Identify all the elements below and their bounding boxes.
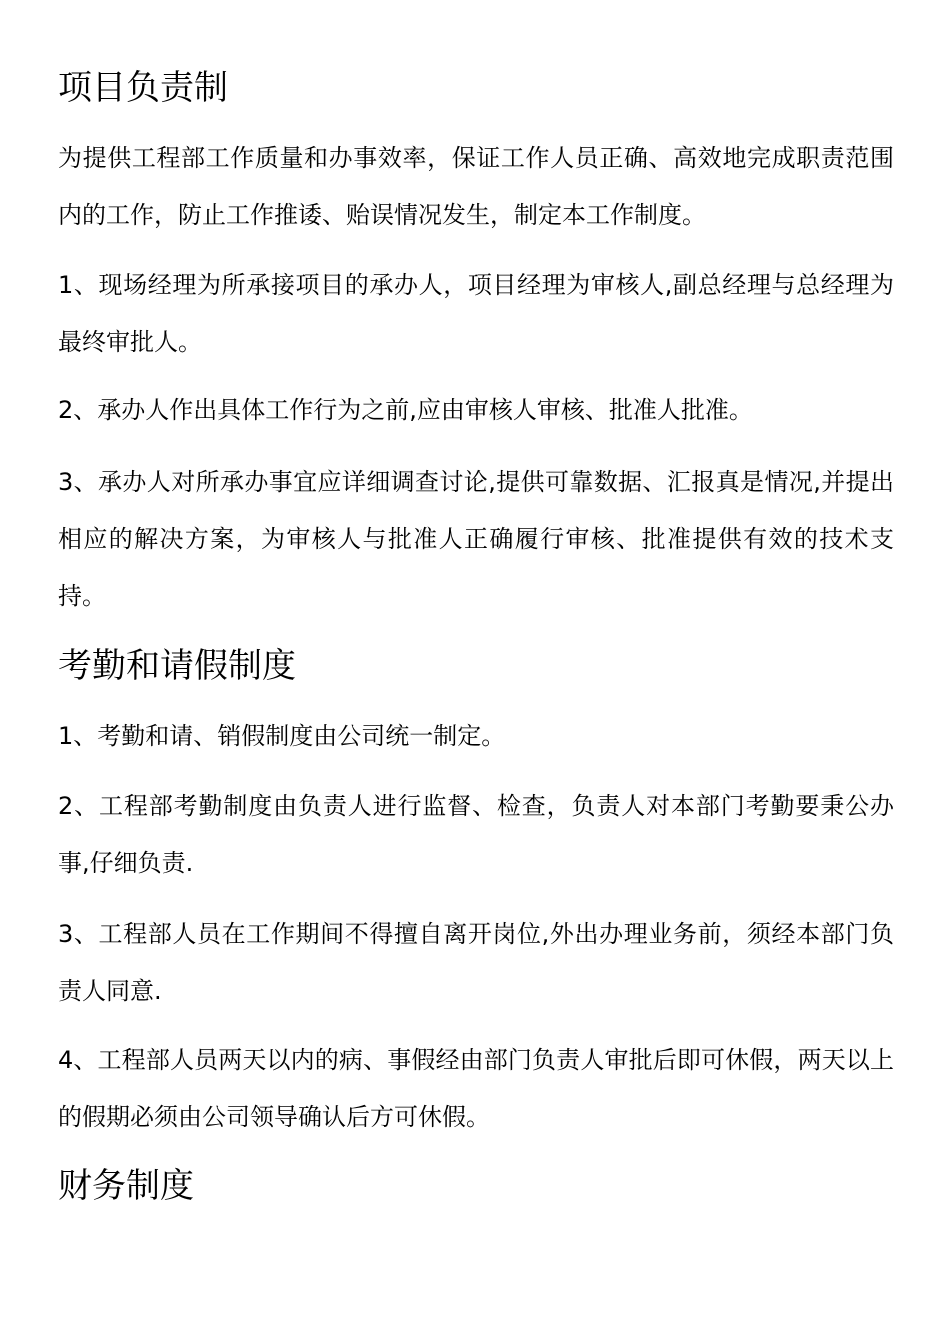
section-heading-attendance-leave: 考勤和请假制度 <box>58 646 296 686</box>
paragraph-attendance-3: 3、工程部人员在工作期间不得擅自离开岗位,外出办理业务前，须经本部门负责人同意. <box>58 920 894 1005</box>
paragraph-item-2: 2、承办人作出具体工作行为之前,应由审核人审核、批准人批准。 <box>58 396 753 424</box>
paragraph-intro: 为提供工程部工作质量和办事效率，保证工作人员正确、高效地完成职责范围内的工作，防止工作推诿、贻误情况发生，制定本工作制度。 <box>58 144 894 229</box>
paragraph-item-3: 3、承办人对所承办事宜应详细调查讨论,提供可靠数据、汇报真是情况,并提出相应的解决方案，为审核人与批准人正确履行审核、批准提供有效的技术支持。 <box>58 468 894 610</box>
paragraph-item-1: 1、现场经理为所承接项目的承办人，项目经理为审核人,副总经理与总经理为最终审批人。 <box>58 271 894 356</box>
section-heading-project-responsibility: 项目负责制 <box>58 68 228 108</box>
paragraph-attendance-1: 1、考勤和请、销假制度由公司统一制定。 <box>58 722 506 750</box>
section-heading-finance: 财务制度 <box>58 1166 194 1206</box>
paragraph-attendance-2: 2、工程部考勤制度由负责人进行监督、检查，负责人对本部门考勤要秉公办事,仔细负责. <box>58 792 894 877</box>
paragraph-attendance-4: 4、工程部人员两天以内的病、事假经由部门负责人审批后即可休假，两天以上的假期必须由公司领导确认后方可休假。 <box>58 1046 894 1131</box>
